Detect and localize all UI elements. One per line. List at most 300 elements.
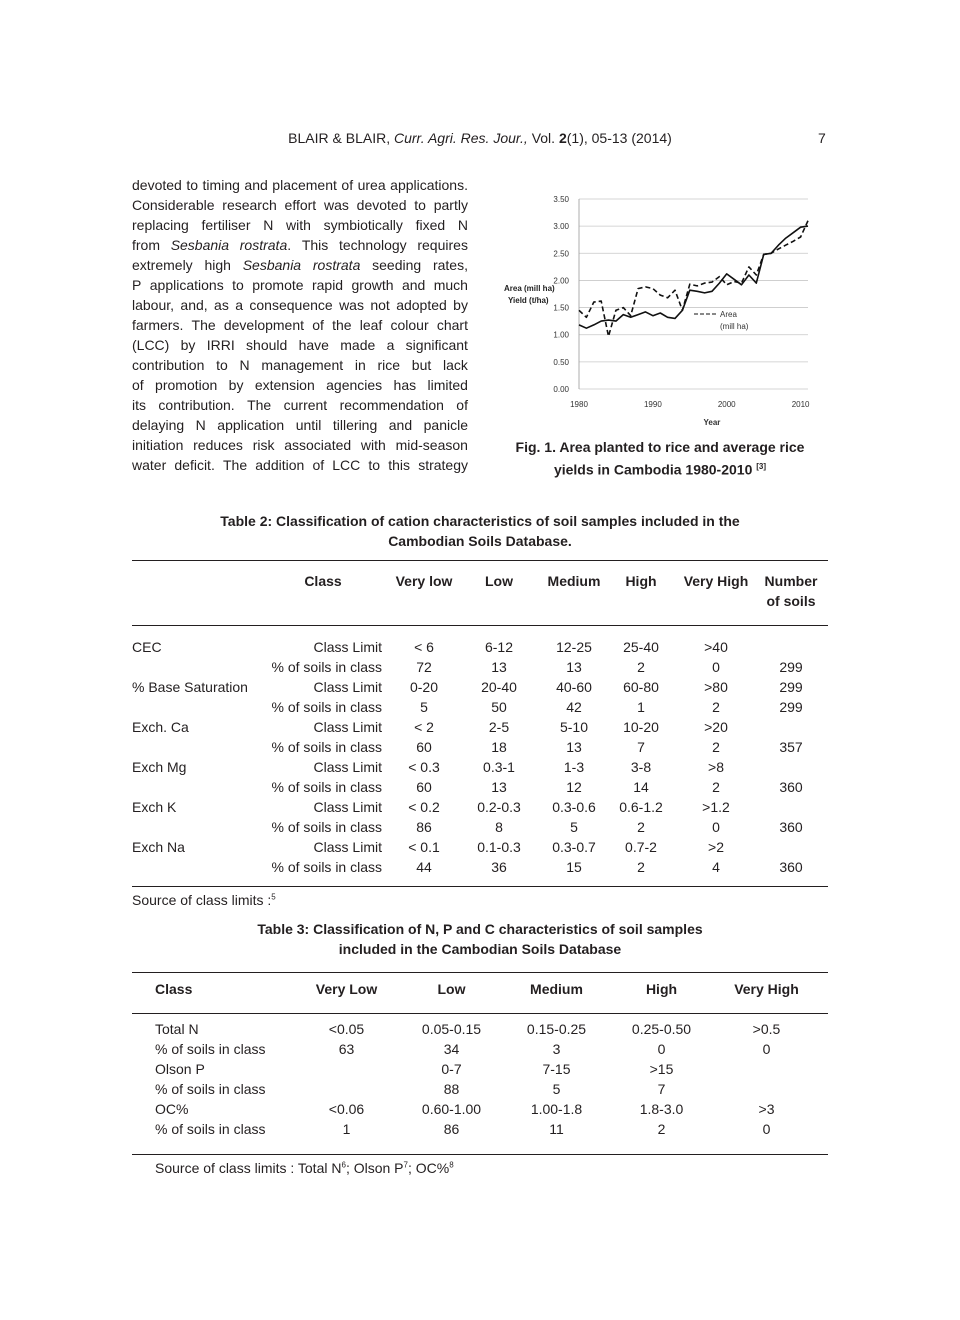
table-2-title-line-1: Table 2: Classification of cation characteristics of soil samples included in the xyxy=(220,513,740,529)
word: N xyxy=(239,357,250,373)
table-cell: 3 xyxy=(552,1041,561,1057)
yield-series-line xyxy=(579,226,808,328)
running-header xyxy=(0,130,960,146)
y-tick-label: 1.50 xyxy=(553,303,569,313)
word: rice xyxy=(377,357,401,373)
table-cell xyxy=(714,1079,819,1099)
caption-line-1: Fig. 1. Area planted to rice and average rice xyxy=(515,439,805,455)
table-cell: 0 xyxy=(657,1041,666,1057)
text-line xyxy=(132,455,468,475)
table-cell: >40 xyxy=(704,639,728,655)
word: panicle xyxy=(423,417,468,433)
table-cell: 1.00-1.8 xyxy=(530,1101,583,1117)
table-cell: >80 xyxy=(704,679,728,695)
word: current xyxy=(283,397,328,413)
word: seeding xyxy=(372,257,422,273)
y-axis-label-line-1: Area (mill ha) xyxy=(504,284,555,293)
word: contribution xyxy=(132,357,205,373)
word: has xyxy=(393,377,417,393)
table-cell: 0-7 xyxy=(441,1061,462,1077)
table-cell: Medium xyxy=(547,573,601,589)
word: of xyxy=(456,397,468,413)
table-2-source-ref: 5 xyxy=(271,892,276,902)
word: fertiliser xyxy=(201,217,251,233)
t3-ref-a: 6 xyxy=(341,1160,346,1170)
header-authors: BLAIR & BLAIR, xyxy=(288,130,391,146)
table-cell: 0.3-1 xyxy=(483,759,515,775)
table-cell: 44 xyxy=(416,859,432,875)
table-cell: 0-20 xyxy=(409,679,439,695)
table-cell: Very High xyxy=(683,573,749,589)
table-cell: % of soils in class xyxy=(271,859,382,875)
table-cell: 13 xyxy=(566,659,582,675)
word: applications xyxy=(149,277,224,293)
table-cell: % of soils in class xyxy=(271,659,382,675)
table-cell: Exch. Ca xyxy=(132,719,189,735)
table-2-bottom-rule xyxy=(132,886,828,887)
word: to xyxy=(232,277,244,293)
text-line xyxy=(132,335,468,355)
word: leaf xyxy=(359,317,383,333)
spacer-row xyxy=(155,999,819,1019)
table-cell: Total N xyxy=(155,1021,199,1037)
text-line xyxy=(132,315,468,335)
word: and xyxy=(388,417,413,433)
word: labour, xyxy=(132,297,175,313)
table-cell: Olson P xyxy=(155,1061,205,1077)
table-cell: Class Limit xyxy=(313,799,382,815)
table-cell: < 2 xyxy=(414,719,434,735)
table-cell: 72 xyxy=(416,659,432,675)
table-cell: 13 xyxy=(491,779,507,795)
text-line xyxy=(132,255,468,275)
word: devoted xyxy=(132,177,182,193)
text-line xyxy=(132,295,468,315)
table-cell: 0.6-1.2 xyxy=(619,799,663,815)
word: P xyxy=(132,277,142,293)
y-axis-label-line-2: Yield (t/ha) xyxy=(508,296,549,305)
word: to xyxy=(186,177,199,193)
word: and xyxy=(401,277,426,293)
t3-ref-c: 8 xyxy=(449,1160,454,1170)
table-cell: Low xyxy=(485,573,513,589)
table-cell xyxy=(760,637,822,657)
table-cell: 60 xyxy=(416,779,432,795)
word: but xyxy=(411,357,432,373)
word: The xyxy=(247,397,272,413)
word: devoted xyxy=(356,197,407,213)
table-row xyxy=(132,837,822,857)
word: of xyxy=(132,377,144,393)
table-cell: 2 xyxy=(637,819,645,835)
table-cell: CEC xyxy=(132,639,162,655)
table-cell: Class Limit xyxy=(313,839,382,855)
table-cell: 0.2-0.3 xyxy=(477,799,521,815)
table-cell: 10-20 xyxy=(623,719,659,735)
y-tick-label: 2.00 xyxy=(553,276,569,286)
table-cell: < 6 xyxy=(414,639,434,655)
word: significant xyxy=(405,337,468,353)
table-3-source xyxy=(155,1160,454,1176)
word: of xyxy=(312,317,324,333)
table-cell: Class Limit xyxy=(313,759,382,775)
table-row xyxy=(132,817,822,837)
table-cell: 0 xyxy=(712,659,720,675)
table-cell xyxy=(294,1059,399,1079)
word: replacing xyxy=(132,217,189,233)
table-cell: >3 xyxy=(758,1101,775,1117)
table-cell: High xyxy=(625,573,657,589)
word: much xyxy=(433,277,468,293)
table-cell xyxy=(132,571,258,627)
table-row xyxy=(132,757,822,777)
table-cell: 0.3-0.7 xyxy=(552,839,596,855)
word: fixed xyxy=(415,217,446,233)
table-row xyxy=(155,1099,819,1119)
word: a xyxy=(386,337,395,353)
table-cell: 12-25 xyxy=(556,639,592,655)
table-cell xyxy=(760,717,822,737)
table-cell: 15 xyxy=(566,859,582,875)
table-cell: 299 xyxy=(779,699,803,715)
table-cell: 13 xyxy=(491,659,507,675)
table-cell: <0.06 xyxy=(328,1101,365,1117)
table-cell: 25-40 xyxy=(623,639,659,655)
word: N xyxy=(457,217,468,233)
word: requires xyxy=(417,237,468,253)
table-cell: % of soils in class xyxy=(155,1121,266,1137)
table-cell: 8 xyxy=(495,819,503,835)
table-cell: >0.5 xyxy=(752,1021,781,1037)
table-cell xyxy=(294,1079,399,1099)
table-cell: 88 xyxy=(443,1081,460,1097)
table-cell: 0.05-0.15 xyxy=(421,1021,482,1037)
table-cell: % of soils in class xyxy=(271,819,382,835)
table-cell: High xyxy=(645,981,678,997)
word: This xyxy=(301,237,329,253)
table-cell: 0 xyxy=(762,1121,771,1137)
table-cell: Exch Mg xyxy=(132,759,187,775)
text-line xyxy=(132,195,468,215)
table-row xyxy=(155,1119,819,1139)
word: chart xyxy=(436,317,468,333)
table-row xyxy=(155,979,819,999)
table-cell: 2 xyxy=(637,659,645,675)
table-cell: 5-10 xyxy=(559,719,589,735)
table-cell: 1.8-3.0 xyxy=(639,1101,684,1117)
word: addition xyxy=(255,457,305,473)
table-cell: 14 xyxy=(633,779,649,795)
y-tick-label: 0.50 xyxy=(553,357,569,367)
word: and, xyxy=(180,297,208,313)
word: was xyxy=(323,197,349,213)
header-line-2: of soils xyxy=(766,593,816,609)
word: promotion xyxy=(155,377,218,393)
table-cell: 5 xyxy=(552,1081,561,1097)
y-tick-label: 1.00 xyxy=(553,330,569,340)
table-cell: 0 xyxy=(762,1041,771,1057)
word: extension xyxy=(254,377,315,393)
table-cell xyxy=(714,1059,819,1079)
table-2-source-text: Source of class limits : xyxy=(132,892,272,908)
table-cell: 1-3 xyxy=(563,759,585,775)
table-cell: Exch K xyxy=(132,799,177,815)
table-row xyxy=(132,637,822,657)
table-row xyxy=(132,697,822,717)
word: N xyxy=(263,217,274,233)
table-cell: 63 xyxy=(338,1041,355,1057)
table-cell xyxy=(760,757,822,777)
table-3-title xyxy=(132,919,828,959)
word: urea xyxy=(357,177,386,193)
word: promote xyxy=(252,277,304,293)
table-cell: Class xyxy=(155,981,193,997)
table-cell: 18 xyxy=(491,739,507,755)
table-cell: % of soils in class xyxy=(155,1041,266,1057)
word: deficit. xyxy=(174,457,215,473)
table-cell: 1 xyxy=(637,699,645,715)
word: by xyxy=(228,377,244,393)
table-cell: 7 xyxy=(637,739,645,755)
word: development xyxy=(223,317,305,333)
text-line xyxy=(132,275,468,295)
table-cell: 36 xyxy=(491,859,507,875)
table-2-title xyxy=(132,511,828,551)
table-cell: < 0.3 xyxy=(408,759,440,775)
table-row xyxy=(132,777,822,797)
table-cell: 4 xyxy=(712,859,720,875)
table-row xyxy=(132,797,822,817)
y-tick-label: 3.50 xyxy=(553,195,569,204)
table-cell: 299 xyxy=(779,679,803,695)
table-2-source xyxy=(132,892,276,908)
table-2 xyxy=(132,571,822,877)
table-cell: % of soils in class xyxy=(271,779,382,795)
table-cell: 360 xyxy=(779,779,803,795)
table-3 xyxy=(155,979,819,1139)
word: to xyxy=(414,197,426,213)
table-row xyxy=(155,1019,819,1039)
word: of xyxy=(312,457,325,473)
table-cell: 357 xyxy=(779,739,803,755)
table-cell: % of soils in class xyxy=(271,699,382,715)
text-line xyxy=(132,375,468,395)
table-cell xyxy=(132,657,258,677)
table-cell: 6-12 xyxy=(484,639,514,655)
word: initiation xyxy=(132,437,184,453)
table-cell: Class Limit xyxy=(313,719,382,735)
table-row xyxy=(155,1039,819,1059)
table-cell: 13 xyxy=(566,739,582,755)
x-tick-label: 1980 xyxy=(570,400,588,409)
table-cell: 0.1-0.3 xyxy=(477,839,521,855)
y-tick-label: 2.50 xyxy=(553,249,569,259)
table-cell: 5 xyxy=(420,699,428,715)
table-row xyxy=(132,857,822,877)
table-cell: 86 xyxy=(416,819,432,835)
text-line xyxy=(132,235,468,255)
table-cell: % of soils in class xyxy=(155,1081,266,1097)
word: strategy xyxy=(418,457,468,473)
table-3-bottom-rule xyxy=(132,1154,828,1155)
table-cell xyxy=(132,817,258,837)
word: by xyxy=(453,297,468,313)
table-cell: >8 xyxy=(708,759,724,775)
word: tillering xyxy=(332,417,378,433)
text-line xyxy=(132,395,468,415)
area-series-line xyxy=(579,221,808,337)
figure-caption xyxy=(500,437,820,480)
table-cell: 7 xyxy=(657,1081,666,1097)
word: the xyxy=(332,317,352,333)
word: reduces xyxy=(193,437,243,453)
word: The xyxy=(222,457,248,473)
table-2-title-line-2: Cambodian Soils Database. xyxy=(388,533,572,549)
table-3-top-rule xyxy=(132,972,828,973)
table-3-title-line-2: included in the Cambodian Soils Database xyxy=(338,941,622,957)
word: this xyxy=(388,457,411,473)
word: rapid xyxy=(311,277,344,293)
table-cell: 34 xyxy=(443,1041,460,1057)
table-cell: 12 xyxy=(566,779,582,795)
table-cell: 1 xyxy=(342,1121,351,1137)
word: from xyxy=(132,237,160,253)
table-cell: >1.2 xyxy=(702,799,730,815)
table-cell: 2 xyxy=(712,739,720,755)
word: partly xyxy=(433,197,468,213)
word: in xyxy=(354,357,366,373)
word: risk xyxy=(252,437,275,453)
table-cell: Exch Na xyxy=(132,839,185,855)
word: timing xyxy=(202,177,240,193)
legend-label: Area xyxy=(720,310,737,319)
table-cell: Very low xyxy=(395,573,453,589)
table-row xyxy=(132,677,822,697)
table-cell: 86 xyxy=(443,1121,460,1137)
word: research xyxy=(222,197,277,213)
table-cell: OC% xyxy=(155,1101,189,1117)
page-number: 7 xyxy=(818,130,826,146)
caption-line-2: yields in Cambodia 1980-2010 xyxy=(553,461,753,478)
word: rates, xyxy=(432,257,468,273)
table-cell xyxy=(132,697,258,717)
word: LCC xyxy=(332,457,361,473)
word: delaying xyxy=(132,417,185,433)
table-2-top-rule xyxy=(132,560,828,561)
word: management xyxy=(261,357,344,373)
table-cell: 0.60-1.00 xyxy=(421,1101,482,1117)
table-cell xyxy=(760,797,822,817)
caption-ref: [3] xyxy=(756,462,767,471)
header-journal: Curr. Agri. Res. Jour., xyxy=(394,130,528,146)
table-cell: 360 xyxy=(779,859,803,875)
word: a xyxy=(235,297,244,313)
table-cell: 0.15-0.25 xyxy=(526,1021,587,1037)
text-line xyxy=(132,355,468,375)
table-cell: Medium xyxy=(530,981,583,997)
x-tick-label: 1990 xyxy=(643,400,662,409)
word: recommendation xyxy=(339,397,444,413)
word: extremely xyxy=(132,257,193,273)
word: high xyxy=(204,257,231,273)
table-cell: 2 xyxy=(657,1121,666,1137)
table-cell: Class Limit xyxy=(313,679,382,695)
word: have xyxy=(298,337,329,353)
word: growth xyxy=(351,277,394,293)
word: colour xyxy=(390,317,429,333)
word: should xyxy=(246,337,288,353)
word: (LCC) xyxy=(132,337,170,353)
table-cell: 2 xyxy=(712,779,720,795)
table-cell: Very High xyxy=(734,981,799,997)
text-line xyxy=(132,175,468,195)
header-vol-label: Vol. xyxy=(531,130,556,146)
table-cell: 2-5 xyxy=(488,719,510,735)
table-row xyxy=(132,737,822,757)
x-tick-label: 2010 xyxy=(791,400,810,409)
word: its xyxy=(132,397,146,413)
x-axis-label: Year xyxy=(703,418,721,427)
word: placement xyxy=(272,177,337,193)
table-cell: Low xyxy=(437,981,466,997)
word: consequence xyxy=(249,297,333,313)
table-row xyxy=(155,1059,819,1079)
word: . xyxy=(287,237,292,253)
word: was xyxy=(339,297,364,313)
table-cell: 3-8 xyxy=(630,759,652,775)
word: limited xyxy=(427,377,468,393)
word: effort xyxy=(284,197,317,213)
table-cell xyxy=(132,777,258,797)
table-cell: 2 xyxy=(637,859,645,875)
word: Sesbania xyxy=(170,237,230,253)
word: IRRI xyxy=(206,337,235,353)
table-cell: 299 xyxy=(779,659,803,675)
table-cell: 2 xyxy=(712,699,720,715)
table-cell: <0.05 xyxy=(328,1021,365,1037)
table-cell: Class Limit xyxy=(313,639,382,655)
y-tick-label: 0.00 xyxy=(553,385,569,394)
spacer-row xyxy=(132,627,822,637)
table-cell xyxy=(760,837,822,857)
table-cell xyxy=(132,737,258,757)
table-cell: 360 xyxy=(779,819,803,835)
word: agencies xyxy=(326,377,383,393)
table-cell: Class xyxy=(304,573,342,589)
y-tick-label: 3.00 xyxy=(553,222,569,232)
table-cell: 50 xyxy=(491,699,507,715)
word: mid-season xyxy=(395,437,468,453)
table-cell: 0.25-0.50 xyxy=(631,1021,692,1037)
word: and xyxy=(244,177,268,193)
table-cell: >2 xyxy=(708,839,724,855)
table-cell: 11 xyxy=(549,1121,564,1137)
table-cell xyxy=(132,857,258,877)
text-line xyxy=(132,415,468,435)
table-3-title-line-1: Table 3: Classification of N, P and C characteristics of soil samples xyxy=(257,921,703,937)
figure-1-chart xyxy=(495,185,825,430)
word: made xyxy=(340,337,376,353)
table-cell: 60-80 xyxy=(623,679,659,695)
word: lack xyxy=(443,357,468,373)
word: until xyxy=(295,417,322,433)
word: water xyxy=(132,457,167,473)
table-row xyxy=(132,657,822,677)
t3-src-a: Source of class limits : Total N xyxy=(155,1160,342,1176)
table-cell: 40-60 xyxy=(556,679,592,695)
word: symbiotically xyxy=(323,217,403,233)
x-tick-label: 2000 xyxy=(717,400,736,409)
